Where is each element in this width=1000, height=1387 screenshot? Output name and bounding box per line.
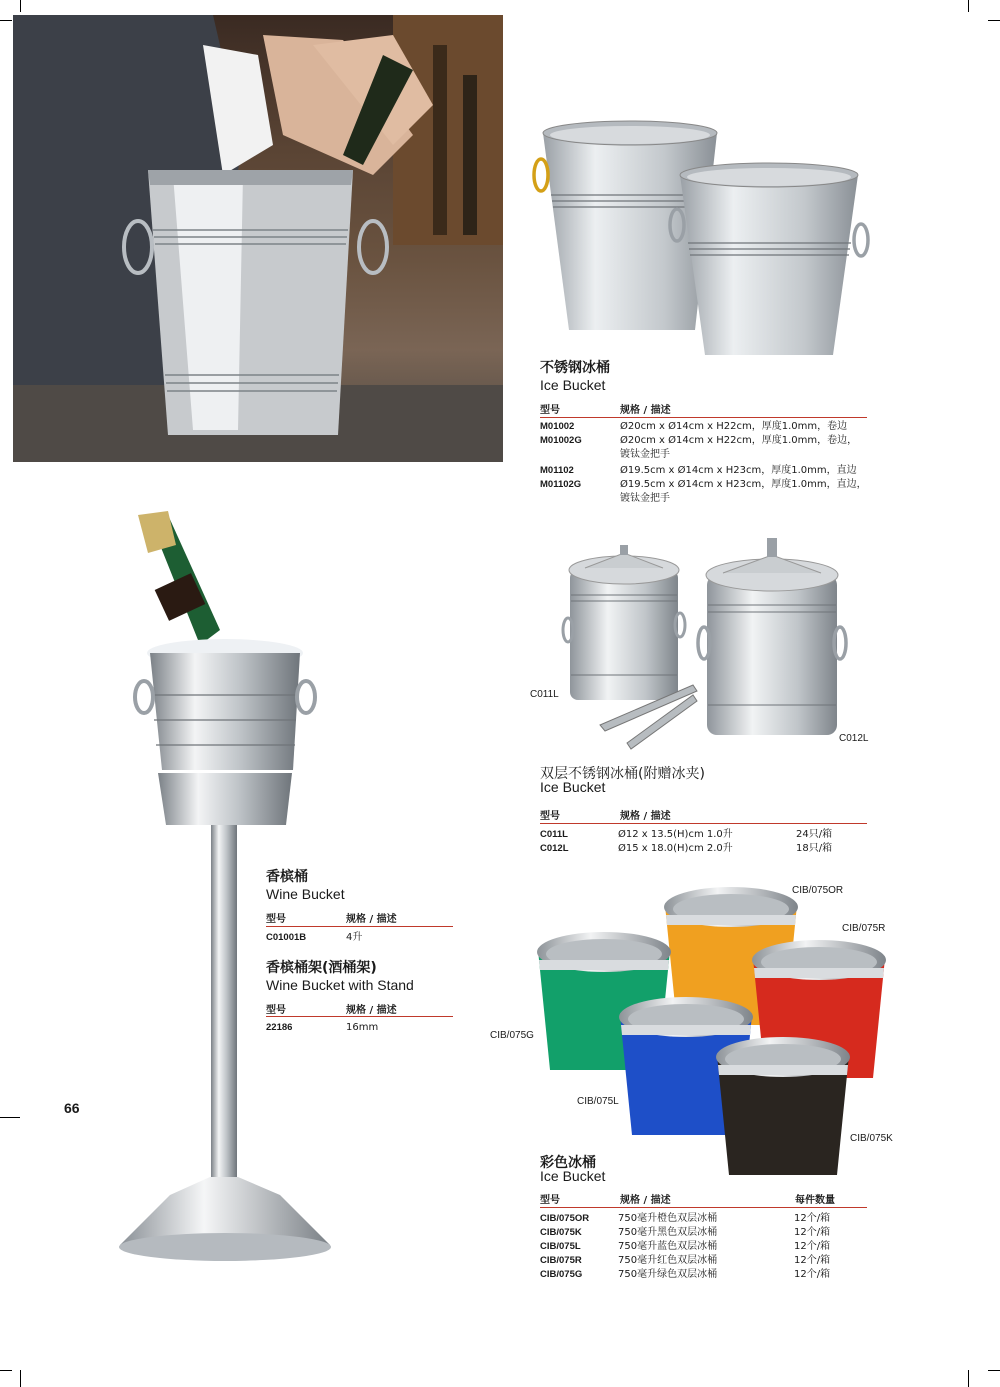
spec-text: Ø12 x 13.5(H)cm 1.0升 [618,829,733,840]
model-code: CIB/075G [540,1269,583,1280]
header-model: 型号 [540,405,560,416]
header-rule [540,1207,867,1208]
double-wall-ice-bucket-image [555,535,880,750]
header-model: 型号 [266,1005,286,1016]
header-rule [540,823,867,824]
model-code: CIB/075L [540,1241,581,1252]
table-row [540,828,880,842]
qty-text: 12个/箱 [794,1227,831,1238]
product-label-c011l: C011L [530,689,559,700]
table-row [540,492,880,506]
spec-text: Ø20cm x Ø14cm x H22cm，厚度1.0mm，卷边 [620,421,848,432]
spec-text-cont: 镀钛金把手 [620,449,670,460]
crop-mark [0,1117,20,1118]
header-model: 型号 [540,811,560,822]
ice-bucket-title-en: Ice Bucket [540,377,606,393]
product-label-cib-075g: CIB/075G [490,1030,534,1041]
product-label-c012l: C012L [839,733,869,744]
spec-text-cont: 镀钛金把手 [620,493,670,504]
crop-mark [20,0,21,12]
model-code: M01102 [540,465,574,476]
header-rule [540,417,867,418]
spec-table-double-ice-bucket [540,828,880,856]
table-row [266,931,362,945]
header-rule [266,1016,453,1017]
wine-bucket-title-cn: 香槟桶 [266,869,308,885]
wine-bucket-title-en: Wine Bucket [266,886,345,902]
header-qty: 每件数量 [795,1195,835,1206]
hero-photo [13,15,503,462]
ice-bucket-title-cn: 不锈钢冰桶 [540,360,610,376]
crop-mark [988,1370,1000,1371]
spec-text: Ø15 x 18.0(H)cm 2.0升 [618,843,733,854]
spec-text: Ø20cm x Ø14cm x H22cm，厚度1.0mm，卷边， [620,435,858,446]
model-code: CIB/075R [540,1255,582,1266]
table-row [540,478,880,492]
table-row [540,1226,880,1240]
header-spec: 规格 / 描述 [620,405,671,416]
model-code: C012L [540,843,569,854]
table-row [540,434,880,448]
model-code: M01102G [540,479,582,490]
spec-text: 4升 [346,932,363,943]
page-number: 66 [64,1100,80,1116]
stainless-ice-bucket-image [525,115,875,365]
spec-text: 750毫升蓝色双层冰桶 [618,1241,718,1252]
wine-stand-title-en: Wine Bucket with Stand [266,977,414,993]
model-code: C011L [540,829,568,840]
double-ice-bucket-title-en: Ice Bucket [540,779,606,795]
header-spec: 规格 / 描述 [346,914,397,925]
model-code: M01002 [540,421,575,432]
bucket-black [716,1037,850,1175]
header-model: 型号 [540,1195,560,1206]
table-row [540,448,880,462]
header-spec: 规格 / 描述 [346,1005,397,1016]
double-ice-bucket-title-cn: 双层不锈钢冰桶(附赠冰夹) [540,766,705,782]
table-row [540,842,880,856]
qty-text: 18只/箱 [796,843,833,854]
spec-text: 750毫升绿色双层冰桶 [618,1269,718,1280]
model-code: CIB/075OR [540,1213,590,1224]
model-code: M01002G [540,435,582,446]
qty-text: 12个/箱 [794,1255,831,1266]
model-code: 22186 [266,1022,293,1033]
qty-text: 12个/箱 [794,1213,831,1224]
spec-text: 750毫升黑色双层冰桶 [618,1227,718,1238]
table-row [540,1212,880,1226]
table-row [540,1254,880,1268]
spec-table-ice-bucket [540,420,880,506]
spec-text: Ø19.5cm x Ø14cm x H23cm，厚度1.0mm，直边， [620,479,867,490]
model-code: C01001B [266,932,307,943]
color-ice-buckets-image [535,880,890,1180]
table-row [540,420,880,434]
qty-text: 12个/箱 [794,1241,831,1252]
qty-text: 12个/箱 [794,1269,831,1280]
model-code: CIB/075K [540,1227,582,1238]
table-row [540,1240,880,1254]
crop-mark [968,0,969,12]
spec-text: 750毫升橙色双层冰桶 [618,1213,718,1224]
header-model: 型号 [266,914,286,925]
table-row [540,1268,880,1282]
wine-stand-title-cn: 香槟桶架(酒桶架) [266,960,377,976]
product-label-cib-075or: CIB/075OR [792,885,844,896]
table-row [540,464,880,478]
header-rule [266,926,453,927]
spec-table-color-bucket [540,1212,880,1282]
spec-text: 16mm [346,1022,379,1033]
product-label-cib-075l: CIB/075L [577,1096,619,1107]
header-spec: 规格 / 描述 [620,811,671,822]
qty-text: 24只/箱 [796,829,833,840]
header-spec: 规格 / 描述 [620,1195,671,1206]
crop-mark [988,20,1000,21]
product-label-cib-075r: CIB/075R [842,923,886,934]
color-bucket-title-cn: 彩色冰桶 [540,1155,596,1171]
crop-mark [968,1370,969,1387]
crop-mark [0,20,12,21]
spec-text: Ø19.5cm x Ø14cm x H23cm，厚度1.0mm，直边 [620,465,857,476]
color-bucket-title-en: Ice Bucket [540,1168,606,1184]
table-row [266,1021,378,1035]
crop-mark [20,1370,21,1387]
crop-mark [0,1370,12,1371]
product-label-cib-075k: CIB/075K [850,1133,893,1144]
spec-text: 750毫升红色双层冰桶 [618,1255,718,1266]
